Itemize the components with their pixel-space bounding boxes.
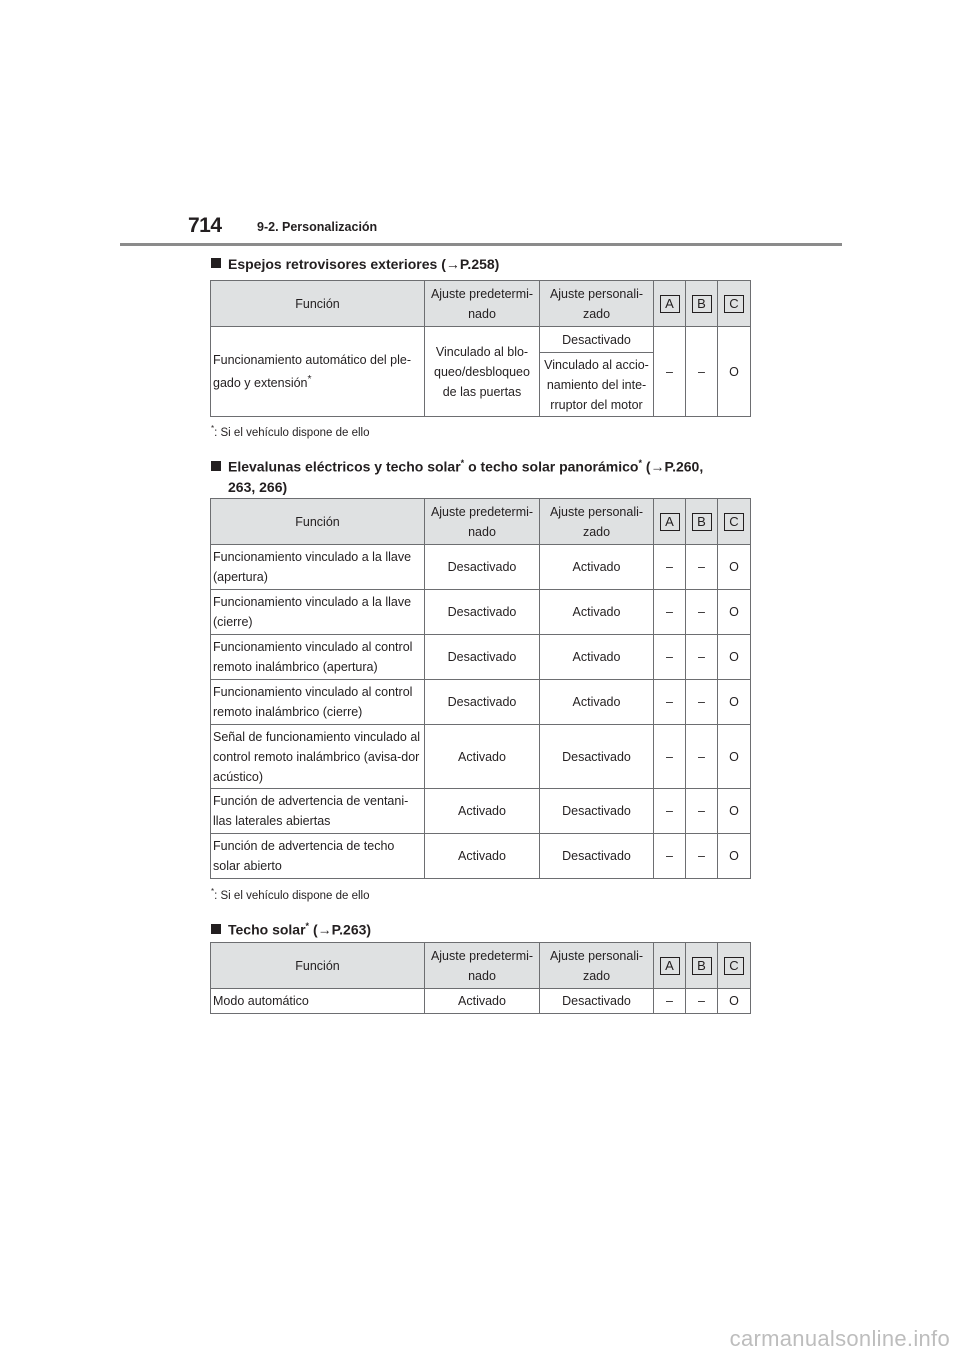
table-cell-custom-2: Vinculado al accio-namiento del inte-rruptor del motor	[540, 353, 654, 417]
column-header-a: A	[654, 281, 686, 327]
section-title-windows: Elevalunas eléctricos y techo solar* o techo solar panorámico* (→P.260, 263, 266)	[211, 453, 703, 497]
table-cell-a: –	[654, 327, 686, 417]
square-bullet-icon	[211, 924, 221, 934]
column-header-b: B	[686, 943, 718, 989]
mirrors-table	[210, 280, 751, 417]
page-number: 714	[188, 214, 222, 237]
table-cell-c: O	[718, 327, 751, 417]
table-row: Funcionamiento vinculado al control remoto inalámbrico (apertura) Desactivado Activado – – O	[211, 635, 751, 680]
table-cell-default: Vinculado al blo-queo/desbloqueo de las puertas	[425, 327, 540, 417]
column-header-function: Función	[211, 943, 425, 989]
square-bullet-icon	[211, 461, 221, 471]
chapter-title: 9-2. Personalización	[257, 220, 378, 234]
column-header-a: A	[654, 499, 686, 545]
table-cell-custom-1: Desactivado	[540, 327, 654, 353]
table-cell-function: Funcionamiento automático del ple-gado y extensión*	[211, 327, 425, 417]
table-row: Función de advertencia de techo solar abierto Activado Desactivado – – O	[211, 834, 751, 879]
column-header-custom: Ajuste personali-zado	[540, 281, 654, 327]
arrow-icon: →	[317, 921, 332, 938]
table-cell-b: –	[686, 327, 718, 417]
footnote: *: Si el vehículo dispone de ello	[211, 887, 370, 902]
square-bullet-icon	[211, 258, 221, 268]
column-header-a: A	[654, 943, 686, 989]
column-header-c: C	[718, 499, 751, 545]
table-row: Función de advertencia de ventani-llas laterales abiertas Activado Desactivado – – O	[211, 789, 751, 834]
column-header-b: B	[686, 281, 718, 327]
column-header-c: C	[718, 281, 751, 327]
section-title-sunroof: Techo solar* (→P.263)	[211, 916, 371, 940]
watermark: carmanualsonline.info	[729, 1326, 950, 1351]
table-row: Funcionamiento vinculado al control remoto inalámbrico (cierre) Desactivado Activado – – O	[211, 680, 751, 725]
sunroof-table	[210, 942, 751, 1014]
table-row: Funcionamiento vinculado a la llave (apertura) Desactivado Activado – – O	[211, 545, 751, 590]
column-header-default: Ajuste predetermi-nado	[425, 499, 540, 545]
footnote: *: Si el vehículo dispone de ello	[211, 424, 370, 439]
column-header-default: Ajuste predetermi-nado	[425, 943, 540, 989]
header-divider	[120, 243, 842, 246]
column-header-c: C	[718, 943, 751, 989]
column-header-b: B	[686, 499, 718, 545]
section-title-mirrors: Espejos retrovisores exteriores (→P.258)	[211, 254, 499, 274]
table-row: Señal de funcionamiento vinculado al control remoto inalámbrico (avisa-dor acústico) Activado Desactivado – – O	[211, 725, 751, 789]
windows-table	[210, 498, 751, 879]
column-header-default: Ajuste predetermi-nado	[425, 281, 540, 327]
table-row: Funcionamiento vinculado a la llave (cierre) Desactivado Activado – – O	[211, 590, 751, 635]
arrow-icon: →	[445, 256, 460, 272]
table-row: Modo automático Activado Desactivado – – O	[211, 989, 751, 1014]
column-header-custom: Ajuste personali-zado	[540, 499, 654, 545]
column-header-custom: Ajuste personali-zado	[540, 943, 654, 989]
arrow-icon: →	[650, 458, 665, 475]
column-header-function: Función	[211, 499, 425, 545]
column-header-function: Función	[211, 281, 425, 327]
